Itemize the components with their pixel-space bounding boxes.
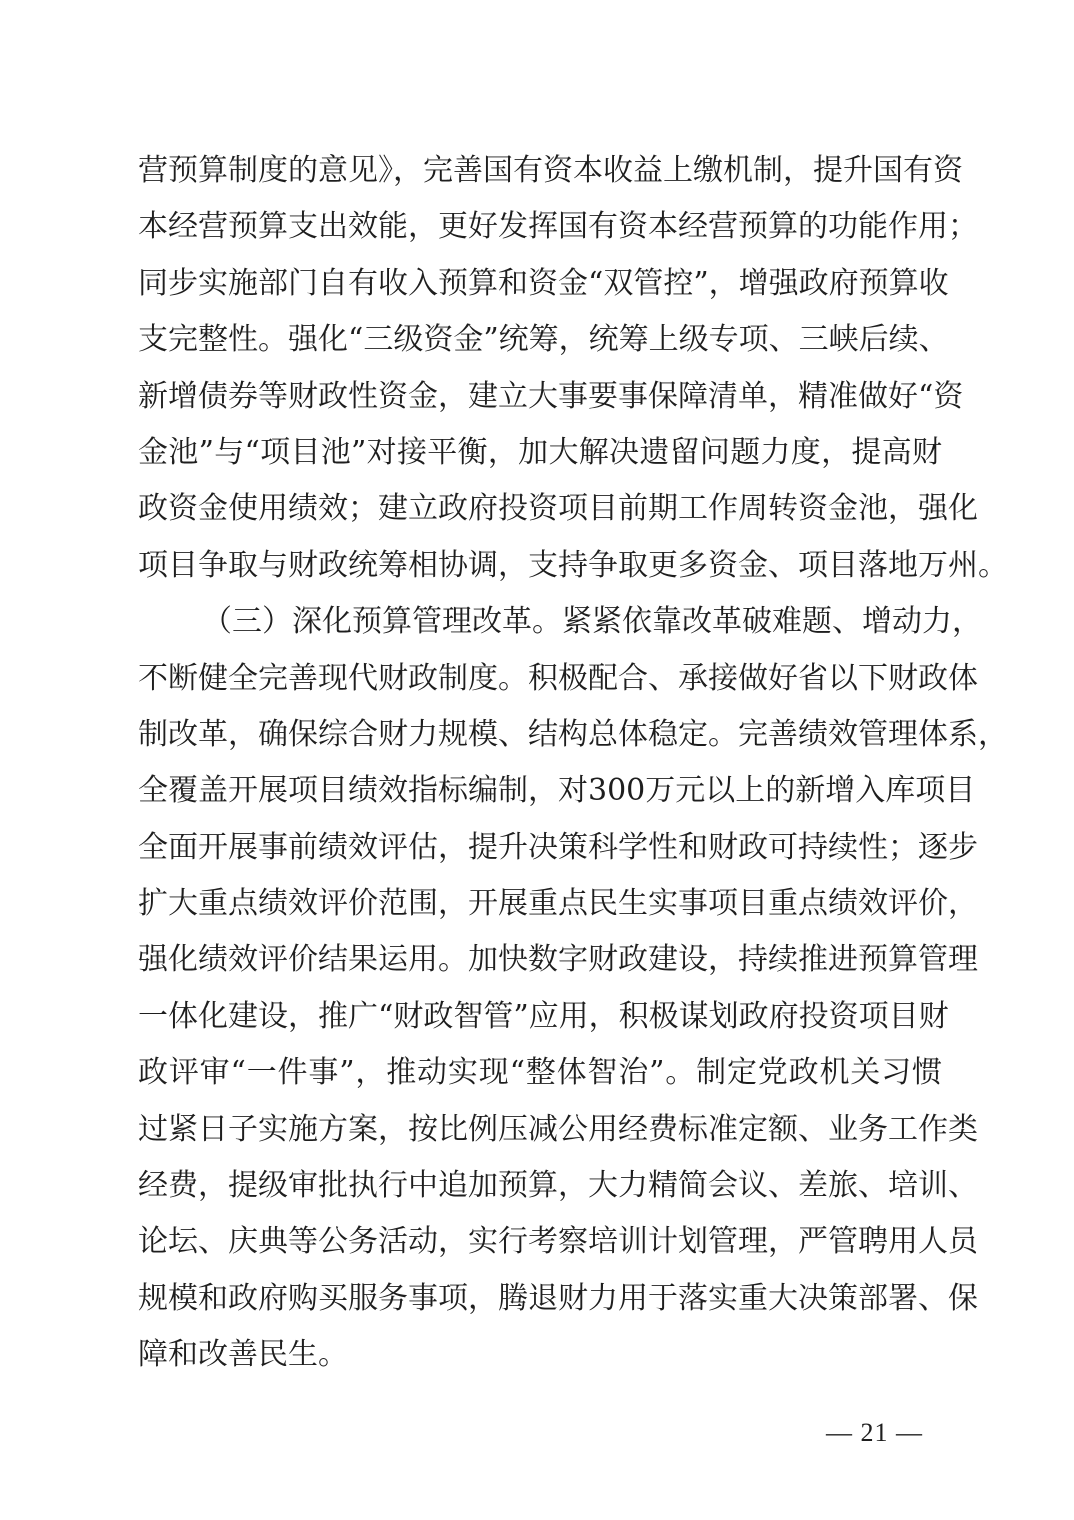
text-line: 论坛、庆典等公务活动，实行考察培训计划管理，严管聘用人员 — [138, 1224, 978, 1260]
text-line: 政评审“一件事”，推动实现“整体智治”。制定党政机关习惯 — [138, 1055, 942, 1091]
text-line: 项目争取与财政统筹相协调，支持争取更多资金、项目落地万州。 — [138, 547, 1008, 583]
text-line: 规模和政府购买服务事项，腾退财力用于落实重大决策部署、保 — [138, 1280, 978, 1316]
text-line: 扩大重点绩效评价范围，开展重点民生实事项目重点绩效评价， — [138, 886, 978, 922]
text-line: 支完整性。强化“三级资金”统筹，统筹上级专项、三峡后续、 — [138, 322, 949, 358]
section-heading-line: （三）深化预算管理改革。紧紧依靠改革破难题、增动力， — [202, 604, 982, 640]
text-line: 不断健全完善现代财政制度。积极配合、承接做好省以下财政体 — [138, 660, 978, 696]
text-line: 营预算制度的意见》，完善国有资本收益上缴机制，提升国有资 — [138, 153, 963, 188]
body-text — [138, 148, 1008, 1389]
page-number: — 21 — — [826, 1418, 923, 1447]
text-line: 新增债券等财政性资金，建立大事要事保障清单，精准做好“资 — [138, 378, 964, 414]
text-line: 一体化建设，推广“财政智管”应用，积极谋划政府投资项目财 — [138, 998, 949, 1034]
text-line: 政资金使用绩效；建立政府投资项目前期工作周转资金池，强化 — [138, 491, 978, 527]
text-line: 强化绩效评价结果运用。加快数字财政建设，持续推进预算管理 — [138, 942, 978, 978]
text-line: 本经营预算支出效能，更好发挥国有资本经营预算的功能作用； — [138, 209, 978, 245]
text-line: 过紧日子实施方案，按比例压减公用经费标准定额、业务工作类 — [138, 1111, 978, 1147]
text-line: 制改革，确保综合财力规模、结构总体稳定。完善绩效管理体系， — [138, 716, 1008, 752]
text-line: 障和改善民生。 — [138, 1337, 348, 1373]
text-line: 全面开展事前绩效评估，提升决策科学性和财政可持续性；逐步 — [138, 829, 978, 865]
text-line: 金池”与“项目池”对接平衡，加大解决遗留问题力度，提高财 — [138, 434, 942, 470]
text-line: 经费，提级审批执行中追加预算，大力精简会议、差旅、培训、 — [138, 1168, 978, 1204]
text-line: 全覆盖开展项目绩效指标编制，对300万元以上的新增入库项目 — [138, 773, 976, 809]
text-line: 同步实施部门自有收入预算和资金“双管控”，增强政府预算收 — [138, 265, 949, 301]
